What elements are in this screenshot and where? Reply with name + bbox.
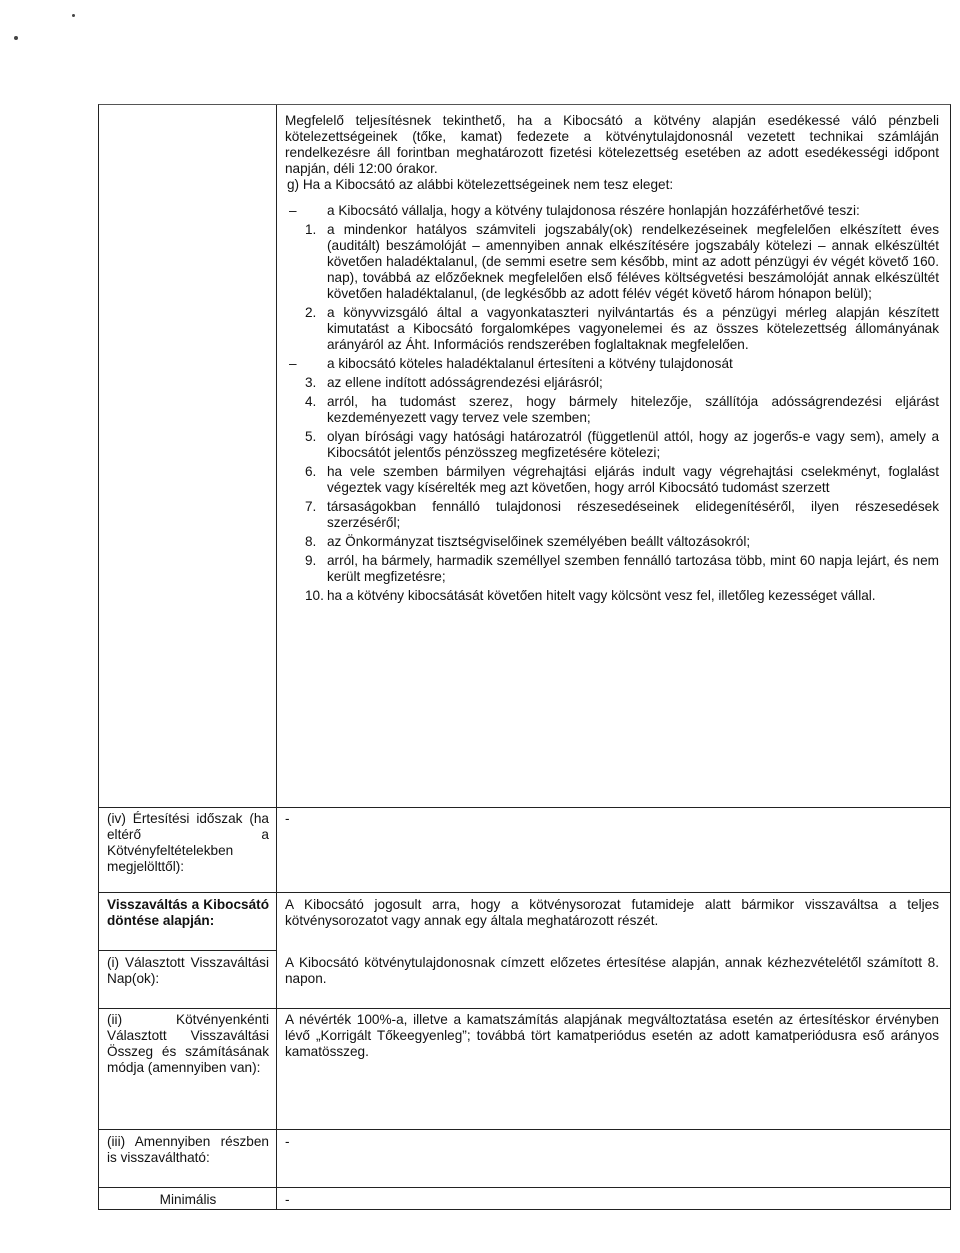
document-table xyxy=(98,104,951,1210)
row-divider xyxy=(99,1187,950,1188)
item-text: a mindenkor hatályos számviteli jogszabály(ok) rendelkezéseinek megfelelően elkészített éves (auditált) beszámolóját – amennyiben annak elkészítésére jogszabály kötelezi – annak elkészültét követően haladéktalanul, (de semmi esetre sem később, mint az adott pénzügyi év végét követő 160. nap), továbbá az előzőeknek megfelelően első féléves költségvetési beszámolóját annak elkészültét követően haladéktalanul, (de legkésőbb az adott félév végét követő három hónapon belül); xyxy=(327,222,939,301)
item-number: 7. xyxy=(305,499,317,514)
numbered-list-a xyxy=(285,222,939,353)
item-text: ha vele szemben bármilyen végrehajtási eljárás indult vagy végrehajtási cselekményt, foglalást végeztek vagy kísérelték meg azt követően, hogy arról Kibocsátó tudomást szerzett xyxy=(327,464,939,495)
item-number: 10. xyxy=(305,588,324,603)
numbered-item xyxy=(285,553,939,585)
item-text: olyan bírósági vagy hatósági határozatról (függetlenül attól, hogy az jogerős-e vagy sem), amely a Kibocsátót jelentős pénzösszeg megfizetésére kötelezi; xyxy=(327,429,939,460)
row-value: A Kibocsátó kötvénytulajdonosnak címzett előzetes értesítése alapján, annak kézhezvételétől számított 8. napon. xyxy=(285,955,939,986)
row-label: (ii) Kötvényenkénti Választott Visszaváltási Összeg és számításának módja (amennyiben van): xyxy=(107,1012,269,1075)
row-value: A Kibocsátó jogosult arra, hogy a kötvénysorozat futamideje alatt bármikor visszaváltsa a teljes kötvénysorozatot vagy annak egy általa meghatározott részét. xyxy=(285,897,939,928)
row-divider xyxy=(99,807,950,808)
item-text: arról, ha bármely, harmadik személlyel szemben fennálló tartozása több, mint 60 napja lejárt, és nem került megfizetésre; xyxy=(327,553,939,584)
item-text: az Önkormányzat tisztségviselőinek személyében beállt változásokról; xyxy=(327,534,751,549)
numbered-item xyxy=(285,375,939,391)
intro-paragraph: Megfelelő teljesítésnek tekinthető, ha a Kibocsátó a kötvény alapján esedékessé váló pénzbeli kötelezettségeinek (tőke, kamat) fedezete a kötvénytulajdonosnál vezetett technikai számláján rendelkezésre áll forintban meghatározott fizetési kötelezettség esetében az adott esedékességi időpont napján, déli 12:00 órakor. xyxy=(285,113,939,176)
row-label: (iv) Értesítési időszak (ha eltérő a Kötvényfeltételekben megjelölttől): xyxy=(107,811,269,874)
item-text: az ellene indított adósságrendezési eljárásról; xyxy=(327,375,603,390)
row-label: Visszaváltás a Kibocsátó döntése alapján: xyxy=(107,897,269,928)
item-number: 9. xyxy=(305,553,317,568)
item-number: 5. xyxy=(305,429,317,444)
numbered-item xyxy=(285,464,939,496)
row-label: (i) Választott Visszaváltási Nap(ok): xyxy=(107,955,269,986)
dash-marker: – xyxy=(289,356,297,371)
item-number: 2. xyxy=(305,305,317,320)
numbered-item xyxy=(285,588,939,604)
item-number: 8. xyxy=(305,534,317,549)
row-label: (iii) Amennyiben részben is visszaváltható: xyxy=(107,1134,269,1165)
scan-speck xyxy=(72,14,75,17)
row-divider xyxy=(99,1129,950,1130)
item-number: 3. xyxy=(305,375,317,390)
numbered-item xyxy=(285,222,939,302)
column-divider xyxy=(276,105,277,1209)
g-heading: g) Ha a Kibocsátó az alábbi kötelezettségeinek nem tesz eleget: xyxy=(287,177,674,192)
row-value: A névérték 100%-a, illetve a kamatszámítás alapjának megváltoztatása esetén az értesítéskor érvényben lévő „Korrigált Tőkeegyenleg”; továbbá tört kamatperiódus esetén az adott kamatperiódusra eső arányos kamatösszeg. xyxy=(285,1012,939,1059)
numbered-item xyxy=(285,305,939,353)
item-number: 1. xyxy=(305,222,317,237)
dash-marker: – xyxy=(289,203,297,218)
row-divider xyxy=(99,950,276,951)
dash-text: a Kibocsátó vállalja, hogy a kötvény tulajdonosa részére honlapján hozzáférhetővé teszi: xyxy=(327,203,860,218)
numbered-item xyxy=(285,499,939,531)
item-text: a könyvvizsgáló által a vagyonkataszteri nyilvántartás és a pénzügyi mérleg alapján készített kimutatást a Kibocsátó forgalomképes vagyonelemei és az összes kötelezettség állományának arányáról az Áht. Információs rendszerében foglaltaknak megfelelően. xyxy=(327,305,939,352)
dash-item-publication xyxy=(285,203,939,219)
item-text: ha a kötvény kibocsátását követően hitelt vagy kölcsönt vesz fel, illetőleg kezességet vállal. xyxy=(327,588,876,603)
row-value: - xyxy=(285,811,290,826)
item-text: társaságokban fennálló tulajdonosi részesedéseinek elidegenítéséről, ilyen részesedések szerzéséről; xyxy=(327,499,939,530)
numbered-list-b xyxy=(285,375,939,604)
row-divider xyxy=(99,892,950,893)
item-number: 4. xyxy=(305,394,317,409)
row-value: - xyxy=(285,1134,290,1149)
scan-speck xyxy=(14,36,18,40)
main-conditions-cell xyxy=(285,113,939,604)
row-value: - xyxy=(285,1192,290,1207)
row-divider xyxy=(99,1008,950,1009)
row-label: Minimális xyxy=(159,1192,217,1207)
dash-text: a kibocsátó köteles haladéktalanul értesíteni a kötvény tulajdonosát xyxy=(327,356,733,371)
item-text: arról, ha tudomást szerez, hogy bármely hitelezője, szállítója adósságrendezési eljárást kezdeményezett vagy tervez vele szemben; xyxy=(327,394,939,425)
numbered-item xyxy=(285,429,939,461)
numbered-item xyxy=(285,534,939,550)
numbered-item xyxy=(285,394,939,426)
dash-item-notify xyxy=(285,356,939,372)
item-number: 6. xyxy=(305,464,317,479)
